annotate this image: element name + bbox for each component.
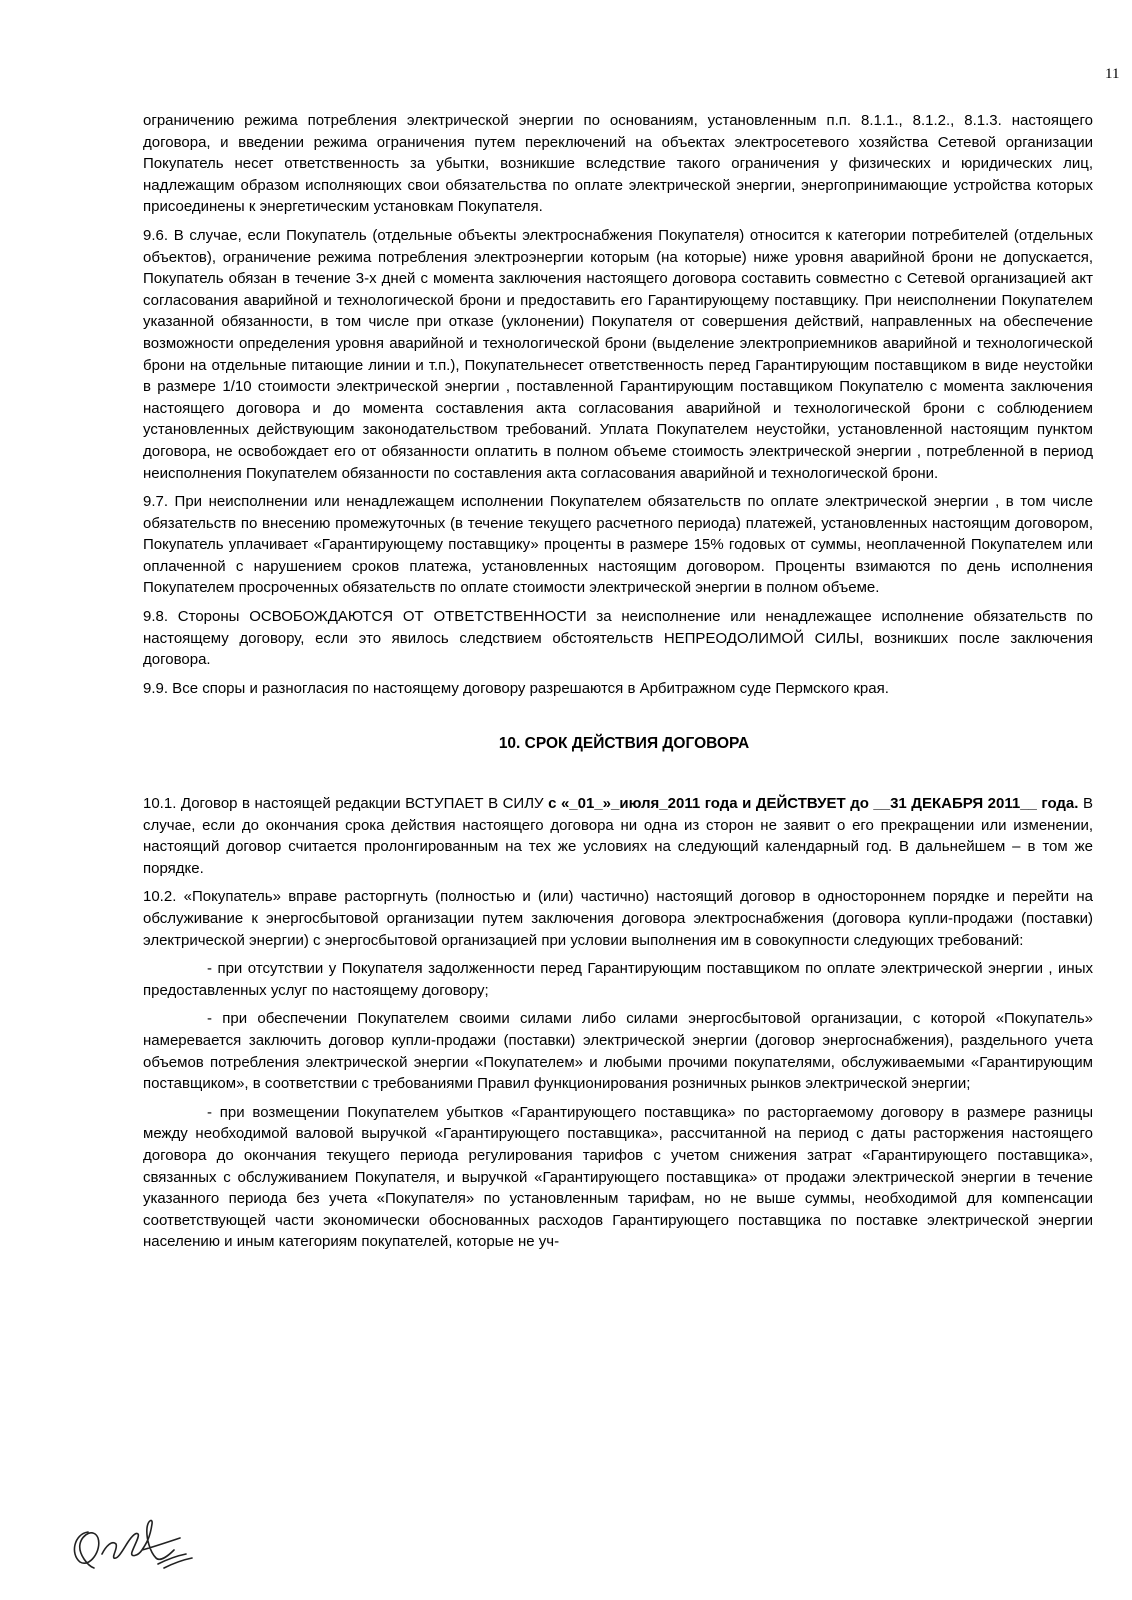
paragraph-10-1	[143, 793, 1093, 879]
term-dates: с «_01_»_июля_2011 года и ДЕЙСТВУЕТ до __31 ДЕКАБРЯ 2011__ года.	[548, 795, 1079, 813]
requirement-item-1: - при отсутствии у Покупателя задолженности перед Гарантирующим поставщиком по оплате электрической энергии , иных предоставленных услуг по настоящему договору;	[143, 960, 1093, 999]
paragraph-10-1-end: В случае, если до окончания срока действия настоящего договора ни одна из сторон не заявит о его прекращении или изменении, настоящий договор считается пролонгированным на тех же условиях на следующий календарный год. В дальнейшем – в том же порядке.	[143, 795, 1093, 877]
paragraph-9-9: 9.9. Все споры и разногласия по настоящему договору разрешаются в Арбитражном суде Пермского края.	[143, 679, 889, 697]
paragraph-9-8: 9.8. Стороны ОСВОБОЖДАЮТСЯ ОТ ОТВЕТСТВЕННОСТИ за неисполнение или ненадлежащее исполнение обязательств по настоящему договору, если это явилось следствием обстоятельств НЕПРЕОДОЛИМОЙ СИЛЫ, возникших после заключения договора.	[143, 608, 1093, 669]
paragraph-10-1-start: 10.1. Договор в настоящей редакции ВСТУПАЕТ В СИЛУ	[143, 795, 544, 813]
paragraph-10-2: 10.2. «Покупатель» вправе расторгнуть (полностью и (или) частично) настоящий договор в одностороннем порядке и перейти на обслуживание к энергосбытовой организации путем заключения договора электроснабжения (договора купли-продажи (поставки) электрической энергии) с энергосбытовой организацией при условии выполнения им в совокупности следующих требований:	[143, 888, 1093, 949]
signature	[58, 1510, 208, 1580]
requirement-item-3: - при возмещении Покупателем убытков «Гарантирующего поставщика» по расторгаемому договору в размере разницы между необходимой валовой выручкой «Гарантирующего поставщика», рассчитанной на период с даты расторжения настоящего договора до окончания текущего периода регулирования тарифов с учетом снижения затрат «Гарантирующего поставщика», связанных с обслуживанием Покупателя, и выручкой «Гарантирующего поставщика» от продажи электрической энергии в течение указанного периода без учета «Покупателя» по установленным тарифам, но не выше суммы, необходимой для компенсации соответствующей части экономически обоснованных расходов Гарантирующего поставщика по поставке электрической энергии населению и иным категориям покупателей, которые не уч-	[143, 1103, 1093, 1251]
paragraph-9-7: 9.7. При неисполнении или ненадлежащем исполнении Покупателем обязательств по оплате электрической энергии , в том числе обязательств по внесению промежуточных (в течение текущего расчетного периода) платежей, установленных настоящим договором, Покупатель уплачивает «Гарантирующему поставщику» проценты в размере 15% годовых от суммы, неоплаченной Покупателем или оплаченной с нарушением сроков платежа, установленных настоящим договором. Проценты взимаются по день исполнения Покупателем просроченных обязательств по оплате стоимости электрической энергии в полном объеме.	[143, 493, 1093, 597]
document-body	[143, 110, 1093, 1260]
requirement-item-2: - при обеспечении Покупателем своими силами либо силами энергосбытовой организации, с которой «Покупатель» намеревается заключить договор купли-продажи (поставки) электрической энергии (договор энергоснабжения), раздельного учета объемов потребления электрической энергии «Покупателем» и любыми прочими покупателями, обслуживаемыми «Гарантирующим поставщиком», в соответствии с требованиями Правил функционирования розничных рынков электрической энергии;	[143, 1010, 1093, 1093]
paragraph-continuation: ограничению режима потребления электрической энергии по основаниям, установленным п.п. 8.1.1., 8.1.2., 8.1.3. настоящего договора, и введении режима ограничения путем переключений на объектах электросетевого хозяйства Сетевой организации Покупатель несет ответственность за убытки, возникшие вследствие такого ограничения у физических и юридических лиц, надлежащим образом исполняющих свои обязательства по оплате электрической энергии, энергопринимающие устройства которых присоединены к энергетическим установкам Покупателя.	[143, 112, 1093, 216]
paragraph-9-6: 9.6. В случае, если Покупатель (отдельные объекты электроснабжения Покупателя) относится к категории потребителей (отдельных объектов), ограничение режима потребления электроэнергии которым (на которые) ниже уровня аварийной брони не допускается, Покупатель обязан в течение 3-х дней с момента заключения настоящего договора составить совместно с Сетевой организацией акт согласования аварийной и технологической брони и предоставить его Гарантирующему поставщику. При неисполнении Покупателем указанной обязанности, в том числе при отказе (уклонении) Покупателя от совершения действий, направленных на обеспечение возможности определения уровня аварийной и технологической брони (выделение электроприемников аварийной и технологической брони на отдельные питающие линии и т.п.), Покупательнесет ответственность перед Гарантирующим поставщиком в виде неустойки в размере 1/10 стоимости электрической энергии , поставленной Гарантирующим поставщиком Покупателю с момента заключения настоящего договора и до момента составления акта согласования аварийной и технологической брони с соблюдением установленных действующим законодательством требований. Уплата Покупателем неустойки, установленной настоящим пунктом договора, не освобождает его от обязанности оплатить в полном объеме стоимость электрической энергии , потребленной в период неисполнения Покупателем обязанности по составления акта согласования аварийной и технологической брони.	[143, 226, 1093, 482]
section-heading-10: 10. СРОК ДЕЙСТВИЯ ДОГОВОРА	[498, 735, 750, 753]
page-number: 11	[1105, 66, 1120, 82]
